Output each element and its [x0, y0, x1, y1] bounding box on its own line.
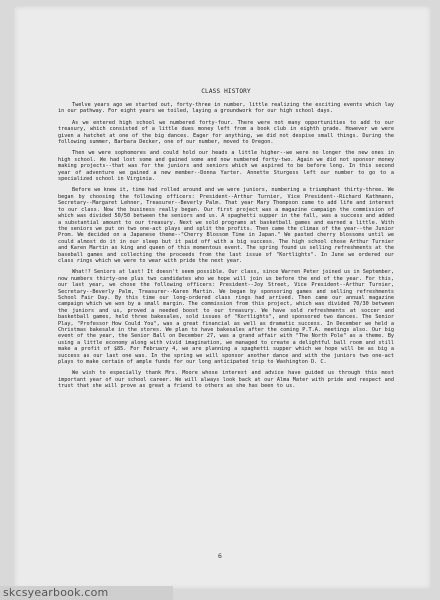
paragraph-senior: What!? Seniors at last! It doesn't seem possible. Our class, since Warren Peter joined us in September, now numbers thirty-one plus two candidates who we hope will join us before the end of the year. For this, our last year, we chose the following officers: President--Joy Street, Vice President--Arthur Turnier, Secretary--Beverly Palm, Treasurer--Karen Martin. We began by sponsoring games and selling refreshments School Fair Day. By this time our long-ordered class rings had arrived. Then came our annual magazine campaign which we won by a small margin. The commission from this project, which was divided 70/30 between the juniors and us, proved a needed boost to our treasury. We have sold refreshments at soccer and basketball games, held three bakesales, sold issues of "Kortlights", and sponsored two dances. The Senior Play, "Professor How Could You", was a great financial as well as dramatic success. In December we held a Christmas bakesale in the stores. We plan to have bakesales after the coming P.T.A. meetings also. Our big event of the year, the Senior Ball on December 27, was a grand affair with "The North Pole" as a theme. By using a little economy along with vivid imagination, we managed to create a delightful ball room and still make a profit of $85. For February 4, we are planning a spaghetti supper which we hope will be as big a success as our last one was. In the spring we will sponsor another dance and with the juniors two one-act plays to make certain of ample funds for our long anticipated trip to Washington D. C.	[58, 269, 394, 366]
page-number: 6	[218, 552, 222, 560]
paragraph-junior: Before we knew it, time had rolled around and we were juniors, numbering a triumphant thirty-three. We began by choosing the following officers: President--Arthur Turnier, Vice President--Richard Kathmann, Secretary--Margaret Lehner, Treasurer--Beverly Palm. That year Mary Thompson came to add life and interest to our class. Now the business really began. Our first project was a magazine campaign the commission of which was divided 50/50 between the seniors and us. A spaghetti supper in the fall, was a success and added a substantial amount to our treasury. Next we sold programs at basketball games and earned a little. With the seniors we put on two one-act plays and split the profits. Then came the climax of the year--the Junior Prom. We decided on a Japanese theme--"Cherry Blossom Time in Japan." We pasted cherry blossoms until we could almost do it in our sleep but it paid off with a big success. The high school chose Arthur Turnier and Karen Martin as king and queen of this momentous event. The spring found us selling refreshments at the baseball games and collecting the proceeds from the last issue of "Kortlights". In June we ordered our class rings which we were to wear with pride the next year.	[58, 187, 394, 264]
document-title: CLASS HISTORY	[201, 88, 251, 95]
site-watermark: skcsyearbook.com	[0, 586, 173, 600]
class-history-document	[58, 88, 394, 395]
paragraph-freshman: As we entered high school we numbered forty-four. There were not many opportunities to add to our treasury, which consisted of a little dues money left from a book club in eighth grade. However we were given a hatchet at one of the big dances. Eager for anything, we did not despise small things. During the following summer, Barbara Decker, one of our number, moved to Oregon.	[58, 119, 394, 146]
paragraph-sophomore: Then we were sophomores and could hold our heads a little higher--we were no longer the new ones in high school. We had lost some and gained some and now numbered forty-two. Again we did not sponsor money making projects--that was for the juniors and seniors which we aspired to be before long. In this second year of adventure we gained a new member--Donna Yarter. Annette Sturgess left our number to go to a specialized school in Virginia.	[58, 150, 394, 183]
paragraph-thanks: We wish to especially thank Mrs. Moore whose interest and advice have guided us through this most important year of our school career. We will always look back at our Alma Mater with pride and respect and trust that she will prove as great a friend to others as she has been to us.	[58, 370, 394, 390]
paragraph-intro: Twelve years ago we started out, forty-three in number, little realizing the exciting events which lay in our pathway. For eight years we toiled, laying a groundwork for our high school days.	[58, 102, 394, 115]
